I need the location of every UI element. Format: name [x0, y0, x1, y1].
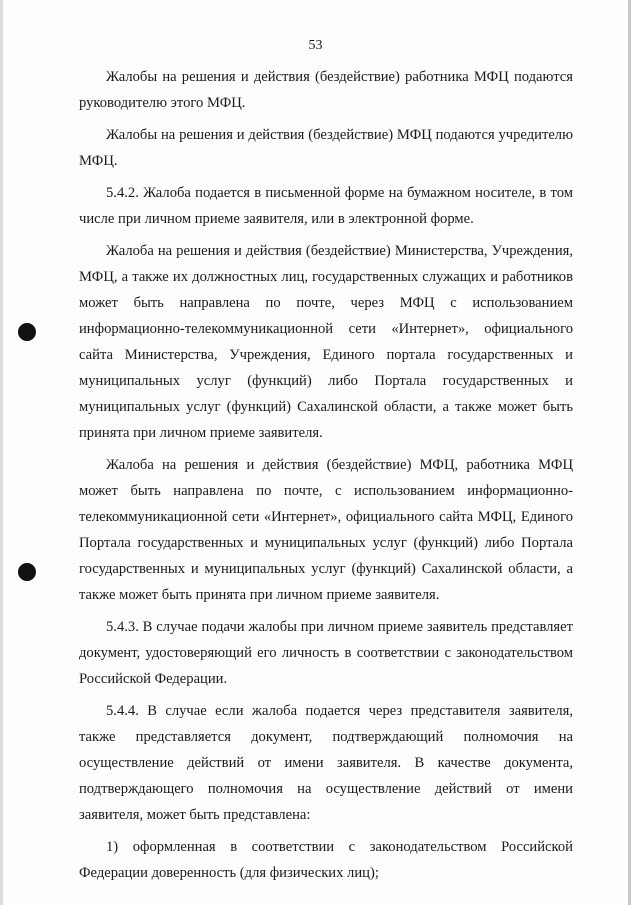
- scan-edge-left: [0, 0, 3, 905]
- binder-hole-top: [18, 323, 36, 341]
- paragraph-5: Жалоба на решения и действия (бездействие) МФЦ, работника МФЦ может быть направлена по почте, с использованием информационно-телекоммуникационной сети «Интернет», официального сайта МФЦ, Единого Портала государственных и муниципальных услуг (функций) либо Портала государственных и муниципальных услуг (функций) Сахалинской области, а также может быть принята при личном приеме заявителя.: [79, 457, 573, 603]
- paragraph-3: 5.4.2. Жалоба подается в письменной форме на бумажном носителе, в том числе при личном приеме заявителя, или в электронной форме.: [79, 185, 573, 227]
- paragraph-8: 1) оформленная в соответствии с законодательством Российской Федерации доверенность (для физических лиц);: [79, 839, 573, 881]
- paragraph-4: Жалоба на решения и действия (бездействие) Министерства, Учреждения, МФЦ, а также их должностных лиц, государственных служащих и работников может быть направлена по почте, через МФЦ с использованием информационно-телекоммуникационной сети «Интернет», официального сайта Министерства, Учреждения, Единого портала государственных и муниципальных услуг (функций) либо Портала государственных и муниципальных услуг (функций) Сахалинской области, а также может быть принята при личном приеме заявителя.: [79, 243, 573, 441]
- paragraph-7: 5.4.4. В случае если жалоба подается через представителя заявителя, также представляется документ, подтверждающий полномочия на осуществление действий от имени заявителя. В качестве документа, подтверждающего полномочия на осуществление действий от имени заявителя, может быть представлена:: [79, 703, 573, 823]
- paragraph-2: Жалобы на решения и действия (бездействие) МФЦ подаются учредителю МФЦ.: [79, 127, 573, 169]
- binder-hole-bottom: [18, 563, 36, 581]
- document-body: [79, 64, 573, 886]
- paragraph-6: 5.4.3. В случае подачи жалобы при личном приеме заявитель представляет документ, удостоверяющий его личность в соответствии с законодательством Российской Федерации.: [79, 619, 573, 687]
- paragraph-1: Жалобы на решения и действия (бездействие) работника МФЦ подаются руководителю этого МФЦ.: [79, 69, 573, 111]
- page-number: 53: [308, 38, 323, 53]
